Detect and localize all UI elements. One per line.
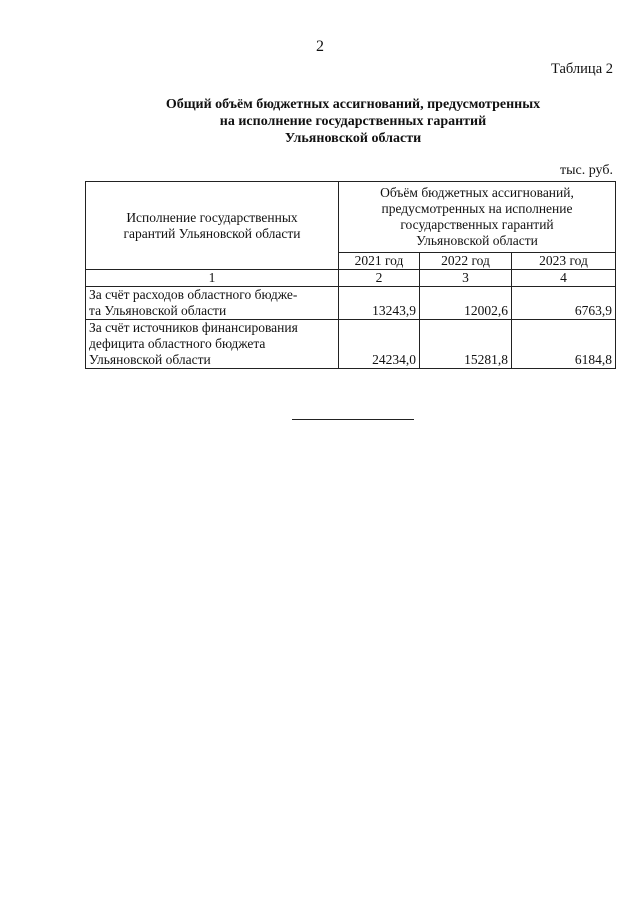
row-label-cell: За счёт расходов областного бюдже- та Ульяновской области [86,287,339,320]
document-title [0,96,640,147]
end-of-document-line [292,419,414,420]
table-row [86,320,616,369]
column-number-cell: 1 [86,270,339,287]
column-number-cell: 3 [420,270,512,287]
value-cell: 6763,9 [512,287,616,320]
column-number-cell: 4 [512,270,616,287]
table-header-row [86,182,616,253]
title-line: на исполнение государственных гарантий [219,114,487,129]
column-number-cell: 2 [339,270,420,287]
title-line: Ульяновской области [284,131,422,146]
year-cell: 2023 год [512,253,616,270]
value-cell: 13243,9 [339,287,420,320]
value-cell: 12002,6 [420,287,512,320]
table-label: Таблица 2 [550,61,613,77]
title-line: Общий объём бюджетных ассигнований, предусмотренных [165,97,541,112]
table-row [86,287,616,320]
header-cell-execution: Исполнение государственных гарантий Ульяновской области [86,182,339,270]
header-cell-appropriations: Объём бюджетных ассигнований, предусмотренных на исполнение государственных гарантий Ульяновской области [339,182,616,253]
row-label-cell: За счёт источников финансирования дефицита областного бюджета Ульяновской области [86,320,339,369]
page-number: 2 [316,38,324,55]
value-cell: 6184,8 [512,320,616,369]
budget-table [85,181,616,369]
year-cell: 2022 год [420,253,512,270]
table-column-numbers-row [86,270,616,287]
unit-label: тыс. руб. [560,163,613,178]
value-cell: 24234,0 [339,320,420,369]
value-cell: 15281,8 [420,320,512,369]
year-cell: 2021 год [339,253,420,270]
